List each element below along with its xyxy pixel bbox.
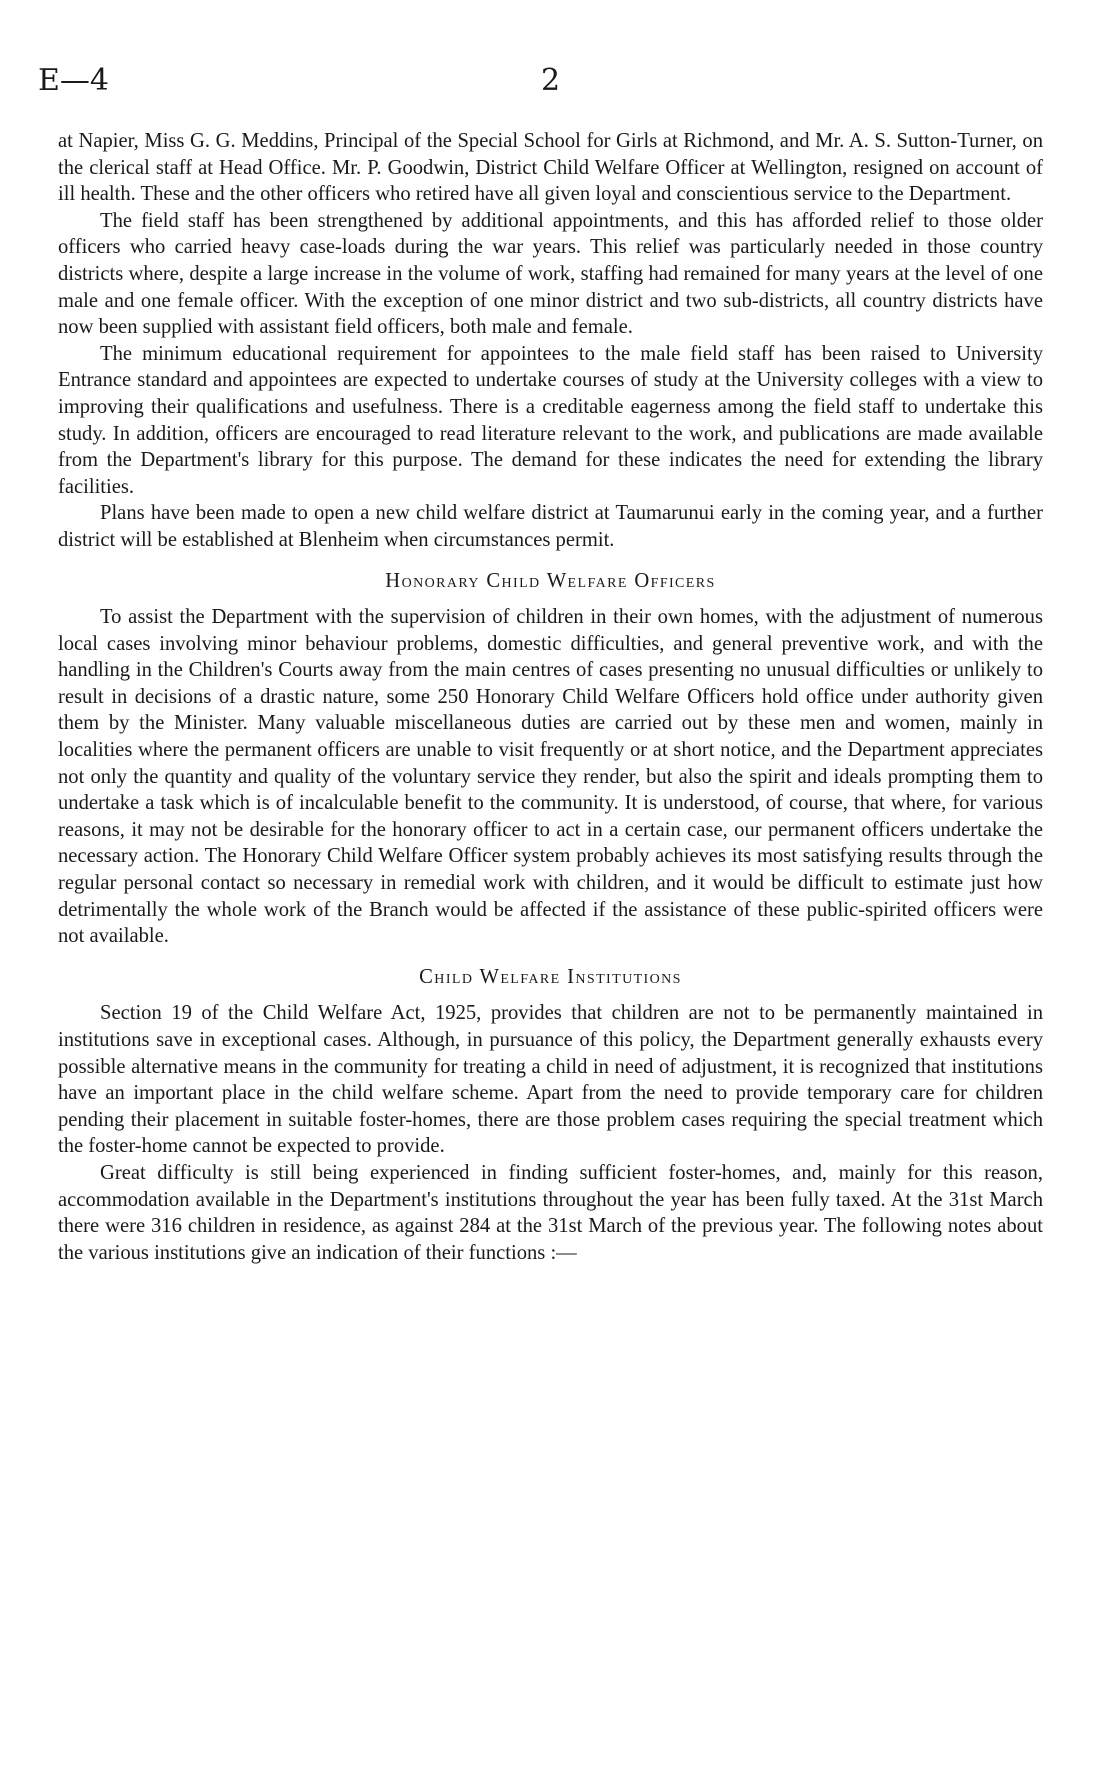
- paragraph-honorary-officers: To assist the Department with the supervision of children in their own homes, with the adjustment of numerous local cases involving minor behaviour problems, domestic difficulties, and general preventive work, and with the handling in the Children's Courts away from the main centres of cases presenting no unusual difficulties or unlikely to result in decisions of a drastic nature, some 250 Honorary Child Welfare Officers hold office under authority given them by the Minister. Many valuable miscellaneous duties are carried out by these men and women, mainly in localities where the permanent officers are unable to visit frequently or at short notice, and the Department appreciates not only the quantity and quality of the voluntary service they render, but also the spirit and ideals prompting them to undertake a task which is of incalculable benefit to the community. It is understood, of course, that where, for various reasons, it may not be desirable for the honorary officer to act in a certain case, our permanent officers undertake the necessary action. The Honorary Child Welfare Officer system probably achieves its most satisfying results through the regular personal contact so necessary in remedial work with children, and it would be difficult to estimate just how detrimentally the whole work of the Branch would be affected if the assistance of these public-spirited officers were not available.: [58, 606, 1043, 948]
- paragraph-foster-homes: Great difficulty is still being experienced in finding sufficient foster-homes, and, mainly for this reason, accommodation available in the Department's institutions throughout the year has been fully taxed. At the 31st March there were 316 children in residence, as against 284 at the 31st March of the previous year. The following notes about the various institutions give an indication of their functions :—: [58, 1161, 1043, 1264]
- paragraph-institutions-policy: Section 19 of the Child Welfare Act, 1925, provides that children are not to be permanently maintained in institutions save in exceptional cases. Although, in pursuance of this policy, the Department generally exhausts every possible alternative means in the community for treating a child in need of adjustment, it is recognized that institutions have an important place in the child welfare scheme. Apart from the need to provide temporary care for children pending their placement in suitable foster-homes, there are those problem cases requiring the special treatment which the foster-home cannot be expected to provide.: [58, 1002, 1043, 1158]
- document-body: [58, 128, 1043, 1266]
- section-heading-institutions: Child Welfare Institutions: [419, 965, 682, 988]
- section-heading-honorary-officers: Honorary Child Welfare Officers: [385, 569, 716, 592]
- document-reference: E—4: [38, 63, 109, 98]
- paragraph-retirements: at Napier, Miss G. G. Meddins, Principal of the Special School for Girls at Richmond, and Mr. A. S. Sutton-Turner, on the clerical staff at Head Office. Mr. P. Goodwin, District Child Welfare Officer at Wellington, resigned on account of ill health. These and the other officers who retired have all given loyal and conscientious service to the Department.: [58, 130, 1043, 206]
- paragraph-new-districts: Plans have been made to open a new child welfare district at Taumarunui early in the coming year, and a further district will be established at Blenheim when circumstances permit.: [58, 502, 1043, 551]
- page-number: 2: [541, 63, 561, 98]
- paragraph-education: The minimum educational requirement for appointees to the male field staff has been raised to University Entrance standard and appointees are expected to undertake courses of study at the University colleges with a view to improving their qualifications and usefulness. There is a creditable eagerness among the field staff to undertake this study. In addition, officers are encouraged to read literature relevant to the work, and publications are made available from the Department's library for this purpose. The demand for these indicates the need for extending the library facilities.: [58, 342, 1043, 498]
- paragraph-field-staff: The field staff has been strengthened by additional appointments, and this has afforded relief to those older officers who carried heavy case-loads during the war years. This relief was particularly needed in those country districts where, despite a large increase in the volume of work, staffing had remained for many years at the level of one male and one female officer. With the exception of one minor district and two sub-districts, all country districts have now been supplied with assistant field officers, both male and female.: [58, 209, 1043, 339]
